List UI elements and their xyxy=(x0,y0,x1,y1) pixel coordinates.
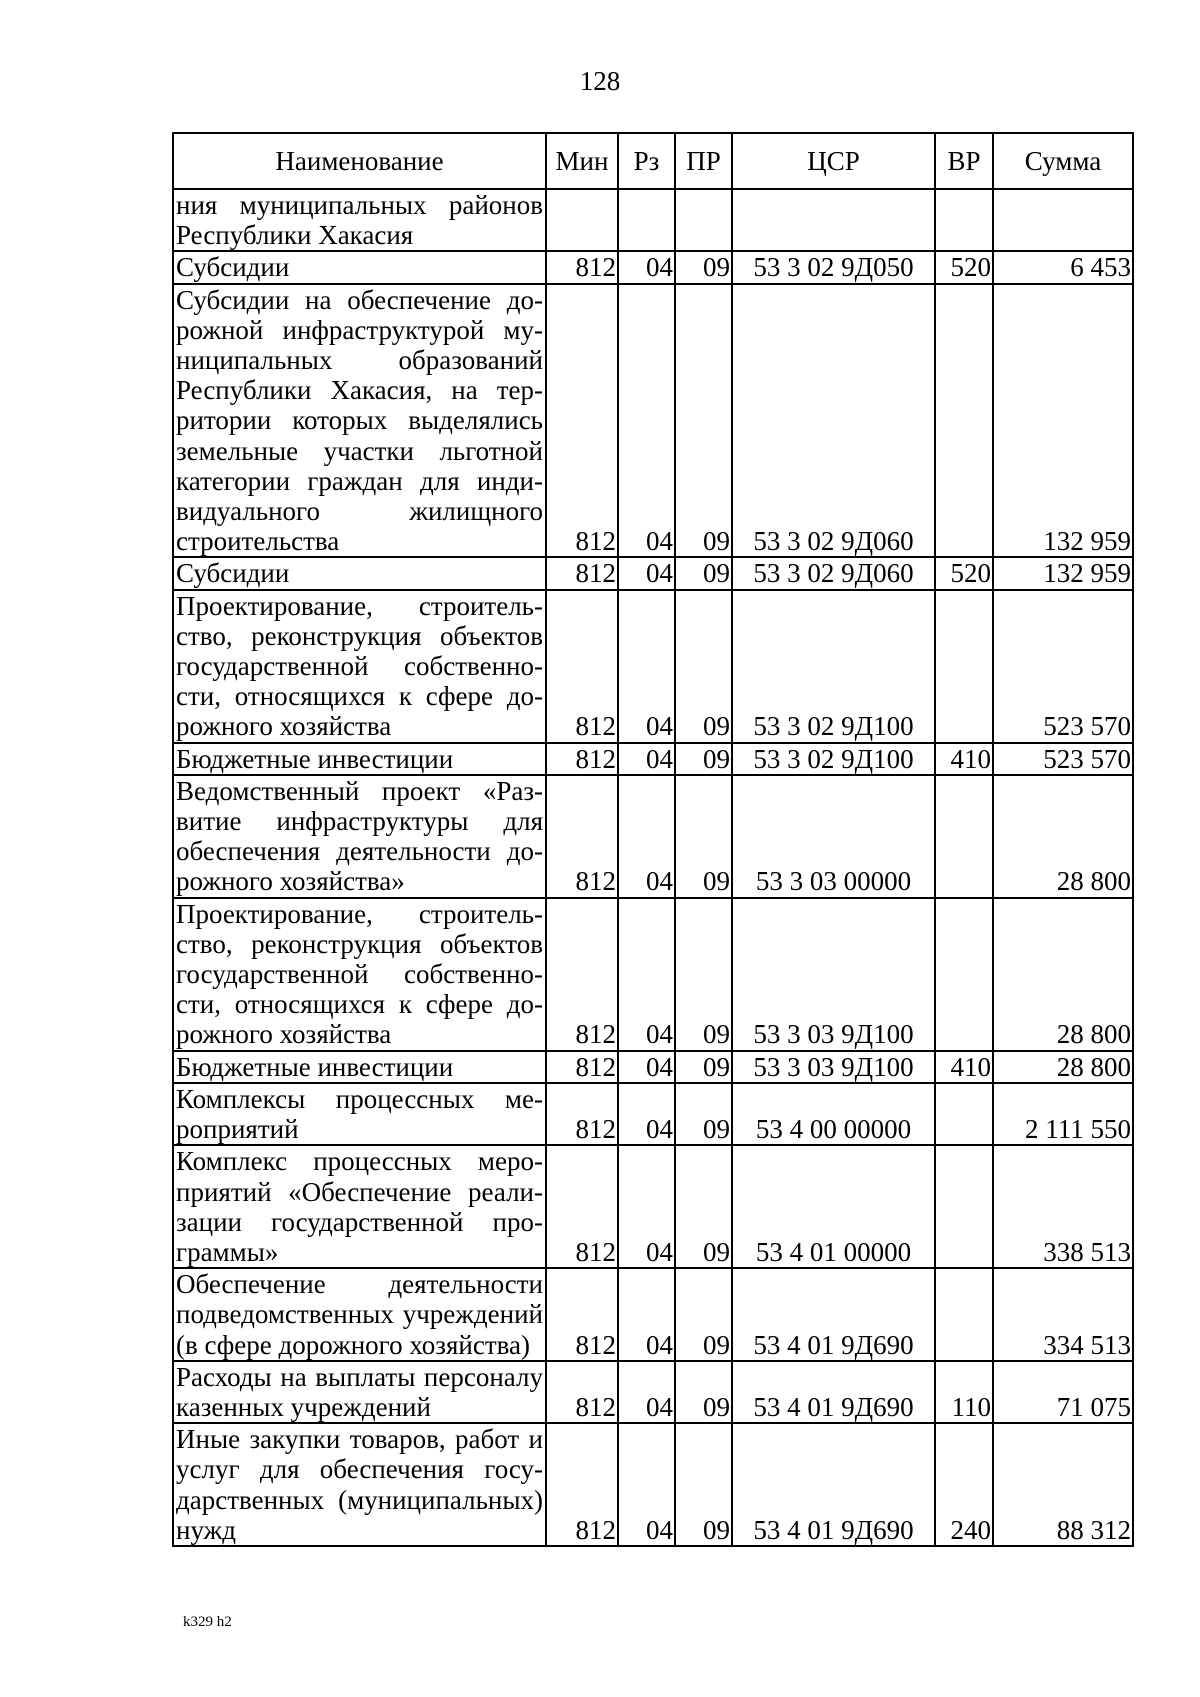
cell-sum: 6 453 xyxy=(993,251,1133,283)
cell-vr xyxy=(935,898,993,1051)
table-row xyxy=(173,775,1133,898)
cell-name: Проектирование, строительство, реконструкция объектов государственной собственности, относящихся к сфере дорожного хозяйства xyxy=(173,898,546,1051)
cell-csr: 53 3 03 9Д100 xyxy=(732,1051,935,1083)
table-row xyxy=(173,189,1133,251)
cell-name: Бюджетные инвестиции xyxy=(173,743,546,775)
header-csr: ЦСР xyxy=(732,133,935,189)
cell-pr: 09 xyxy=(675,898,732,1051)
cell-csr: 53 3 03 00000 xyxy=(732,775,935,898)
table-body xyxy=(173,189,1133,1546)
cell-pr: 09 xyxy=(675,1145,732,1268)
cell-pr: 09 xyxy=(675,284,732,558)
header-rz: Рз xyxy=(618,133,675,189)
cell-min: 812 xyxy=(546,1423,618,1546)
cell-csr xyxy=(732,189,935,251)
cell-name: Субсидии xyxy=(173,251,546,283)
cell-vr: 520 xyxy=(935,251,993,283)
cell-rz: 04 xyxy=(618,1145,675,1268)
table-row xyxy=(173,898,1133,1051)
cell-rz: 04 xyxy=(618,1361,675,1423)
cell-sum: 523 570 xyxy=(993,590,1133,743)
cell-pr xyxy=(675,189,732,251)
cell-pr: 09 xyxy=(675,251,732,283)
cell-name: Обеспечение деятельности подведомственных учреждений (в сфере дорожного хозяйства) xyxy=(173,1268,546,1361)
header-pr: ПР xyxy=(675,133,732,189)
cell-min: 812 xyxy=(546,557,618,589)
footer-code: k329 h2 xyxy=(183,1614,232,1630)
cell-name: Расходы на выплаты персоналу казенных учреждений xyxy=(173,1361,546,1423)
header-min: Мин xyxy=(546,133,618,189)
cell-csr: 53 4 01 9Д690 xyxy=(732,1423,935,1546)
cell-min: 812 xyxy=(546,1268,618,1361)
table-row xyxy=(173,1083,1133,1145)
cell-rz: 04 xyxy=(618,590,675,743)
cell-pr: 09 xyxy=(675,775,732,898)
cell-csr: 53 3 02 9Д100 xyxy=(732,743,935,775)
cell-csr: 53 4 00 00000 xyxy=(732,1083,935,1145)
header-vr: ВР xyxy=(935,133,993,189)
table-row xyxy=(173,1145,1133,1268)
cell-name: Ведомственный проект «Развитие инфраструктуры для обеспечения деятельности дорожного хозяйства» xyxy=(173,775,546,898)
table-row xyxy=(173,1051,1133,1083)
table-row xyxy=(173,1361,1133,1423)
cell-rz: 04 xyxy=(618,898,675,1051)
cell-vr xyxy=(935,284,993,558)
cell-pr: 09 xyxy=(675,1083,732,1145)
header-name: Наименование xyxy=(173,133,546,189)
cell-min: 812 xyxy=(546,898,618,1051)
cell-rz: 04 xyxy=(618,743,675,775)
cell-name: ния муниципальных районов Республики Хакасия xyxy=(173,189,546,251)
cell-min: 812 xyxy=(546,743,618,775)
cell-vr xyxy=(935,1083,993,1145)
cell-min: 812 xyxy=(546,1051,618,1083)
cell-csr: 53 4 01 9Д690 xyxy=(732,1268,935,1361)
cell-rz: 04 xyxy=(618,1083,675,1145)
cell-sum: 88 312 xyxy=(993,1423,1133,1546)
cell-sum: 71 075 xyxy=(993,1361,1133,1423)
cell-vr: 520 xyxy=(935,557,993,589)
cell-csr: 53 4 01 9Д690 xyxy=(732,1361,935,1423)
cell-min: 812 xyxy=(546,284,618,558)
cell-sum: 132 959 xyxy=(993,284,1133,558)
table-row xyxy=(173,557,1133,589)
table-header xyxy=(173,133,1133,189)
cell-min: 812 xyxy=(546,1145,618,1268)
cell-rz: 04 xyxy=(618,251,675,283)
cell-vr xyxy=(935,590,993,743)
cell-min: 812 xyxy=(546,1083,618,1145)
cell-rz xyxy=(618,189,675,251)
cell-vr: 410 xyxy=(935,743,993,775)
cell-sum: 2 111 550 xyxy=(993,1083,1133,1145)
table-row xyxy=(173,251,1133,283)
cell-min: 812 xyxy=(546,775,618,898)
cell-min: 812 xyxy=(546,1361,618,1423)
cell-csr: 53 4 01 00000 xyxy=(732,1145,935,1268)
cell-vr xyxy=(935,1268,993,1361)
cell-name: Проектирование, строительство, реконструкция объектов государственной собственности, относящихся к сфере дорожного хозяйства xyxy=(173,590,546,743)
cell-pr: 09 xyxy=(675,590,732,743)
cell-sum: 523 570 xyxy=(993,743,1133,775)
cell-sum: 338 513 xyxy=(993,1145,1133,1268)
cell-sum: 28 800 xyxy=(993,775,1133,898)
table-row xyxy=(173,284,1133,558)
cell-name: Субсидии на обеспечение дорожной инфраструктурой муниципальных образований Республики Хакасия, на территории которых выделялись земельные участки льготной категории граждан для индивидуального жилищного строительства xyxy=(173,284,546,558)
cell-sum: 28 800 xyxy=(993,1051,1133,1083)
header-sum: Сумма xyxy=(993,133,1133,189)
cell-csr: 53 3 02 9Д100 xyxy=(732,590,935,743)
cell-sum: 28 800 xyxy=(993,898,1133,1051)
cell-rz: 04 xyxy=(618,1423,675,1546)
cell-pr: 09 xyxy=(675,557,732,589)
cell-vr xyxy=(935,775,993,898)
page-number: 128 xyxy=(579,66,621,96)
cell-csr: 53 3 03 9Д100 xyxy=(732,898,935,1051)
cell-pr: 09 xyxy=(675,1361,732,1423)
cell-rz: 04 xyxy=(618,1051,675,1083)
cell-pr: 09 xyxy=(675,1051,732,1083)
cell-vr: 410 xyxy=(935,1051,993,1083)
cell-vr: 240 xyxy=(935,1423,993,1546)
cell-pr: 09 xyxy=(675,1423,732,1546)
cell-name: Комплексы процессных мероприятий xyxy=(173,1083,546,1145)
cell-sum: 334 513 xyxy=(993,1268,1133,1361)
table-row xyxy=(173,1268,1133,1361)
cell-rz: 04 xyxy=(618,284,675,558)
cell-rz: 04 xyxy=(618,775,675,898)
cell-min: 812 xyxy=(546,251,618,283)
cell-csr: 53 3 02 9Д060 xyxy=(732,557,935,589)
table-row xyxy=(173,590,1133,743)
cell-name: Бюджетные инвестиции xyxy=(173,1051,546,1083)
cell-pr: 09 xyxy=(675,743,732,775)
cell-vr: 110 xyxy=(935,1361,993,1423)
cell-csr: 53 3 02 9Д060 xyxy=(732,284,935,558)
cell-sum: 132 959 xyxy=(993,557,1133,589)
cell-name: Иные закупки товаров, работ и услуг для обеспечения государственных (муниципальных) нужд xyxy=(173,1423,546,1546)
cell-min: 812 xyxy=(546,590,618,743)
budget-table xyxy=(172,132,1134,1547)
table-row xyxy=(173,743,1133,775)
header-row xyxy=(173,133,1133,189)
cell-rz: 04 xyxy=(618,1268,675,1361)
cell-min xyxy=(546,189,618,251)
cell-pr: 09 xyxy=(675,1268,732,1361)
cell-name: Комплекс процессных мероприятий «Обеспечение реализации государственной программы» xyxy=(173,1145,546,1268)
cell-vr xyxy=(935,1145,993,1268)
cell-csr: 53 3 02 9Д050 xyxy=(732,251,935,283)
cell-sum xyxy=(993,189,1133,251)
cell-rz: 04 xyxy=(618,557,675,589)
cell-name: Субсидии xyxy=(173,557,546,589)
cell-vr xyxy=(935,189,993,251)
table-row xyxy=(173,1423,1133,1546)
